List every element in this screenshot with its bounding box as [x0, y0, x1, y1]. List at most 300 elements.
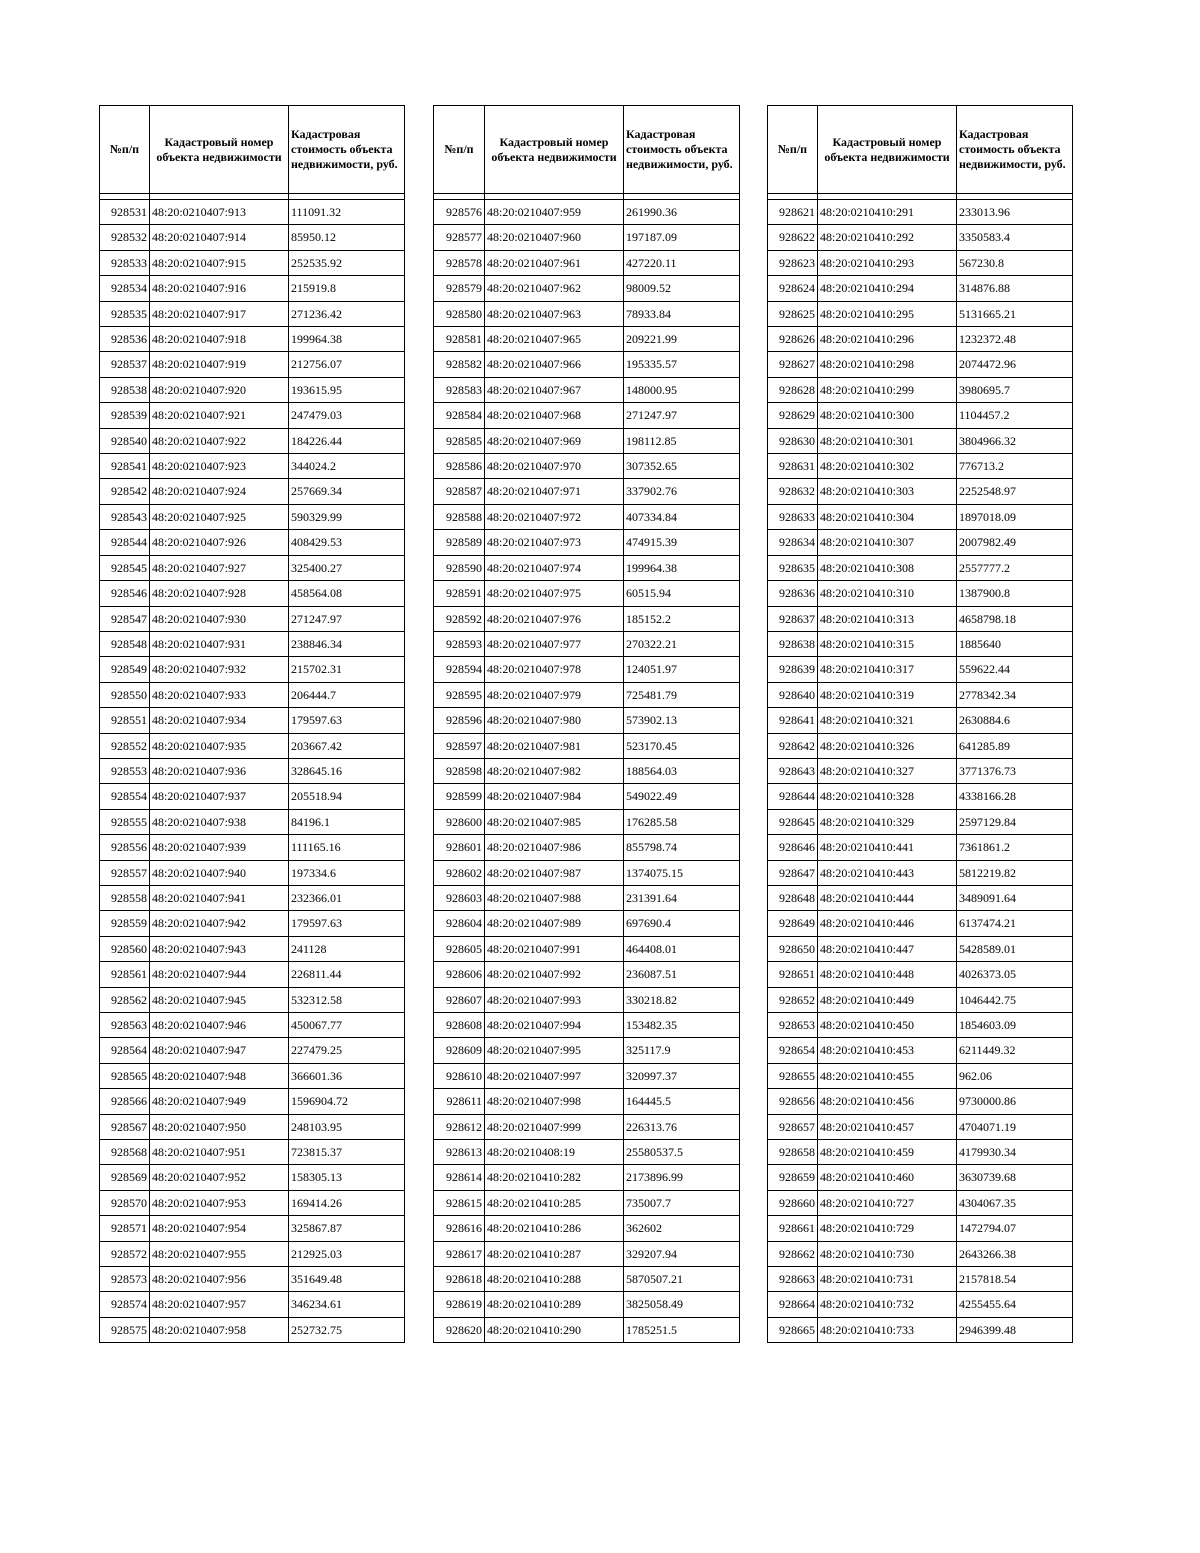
cadastral-number: 48:20:0210407:992 [485, 962, 624, 987]
cadastral-value: 271236.42 [289, 301, 405, 326]
table-row [768, 1241, 1073, 1266]
cadastral-number: 48:20:0210407:972 [485, 504, 624, 529]
row-number: 928563 [100, 1013, 150, 1038]
table-row [434, 1038, 740, 1063]
cadastral-number: 48:20:0210407:994 [485, 1013, 624, 1038]
cadastral-number: 48:20:0210410:289 [485, 1292, 624, 1317]
cadastral-number: 48:20:0210410:307 [818, 530, 957, 555]
table-row [100, 301, 405, 326]
cadastral-number: 48:20:0210407:960 [485, 225, 624, 250]
table-row [434, 454, 740, 479]
cadastral-number: 48:20:0210407:914 [150, 225, 289, 250]
row-number: 928622 [768, 225, 818, 250]
table-row [768, 454, 1073, 479]
cadastral-value: 227479.25 [289, 1038, 405, 1063]
row-number: 928569 [100, 1165, 150, 1190]
row-number: 928663 [768, 1267, 818, 1292]
table-row [100, 225, 405, 250]
row-number: 928547 [100, 606, 150, 631]
cadastral-value: 199964.38 [289, 327, 405, 352]
row-number: 928634 [768, 530, 818, 555]
row-number: 928542 [100, 479, 150, 504]
cadastral-number: 48:20:0210407:935 [150, 733, 289, 758]
cadastral-number: 48:20:0210407:918 [150, 327, 289, 352]
table-row [100, 1292, 405, 1317]
row-number: 928612 [434, 1114, 485, 1139]
table-row [768, 1038, 1073, 1063]
row-number: 928585 [434, 428, 485, 453]
row-number: 928550 [100, 682, 150, 707]
cadastral-value: 1046442.75 [957, 987, 1073, 1012]
cadastral-value: 212756.07 [289, 352, 405, 377]
table-row [100, 1140, 405, 1165]
table-row [434, 479, 740, 504]
cadastral-value: 176285.58 [624, 809, 740, 834]
cadastral-number: 48:20:0210407:944 [150, 962, 289, 987]
table-row [434, 657, 740, 682]
table-row [768, 708, 1073, 733]
row-number: 928653 [768, 1013, 818, 1038]
row-number: 928537 [100, 352, 150, 377]
cadastral-number: 48:20:0210410:292 [818, 225, 957, 250]
cadastral-number: 48:20:0210407:925 [150, 504, 289, 529]
cadastral-value: 271247.97 [289, 606, 405, 631]
cadastral-value: 4026373.05 [957, 962, 1073, 987]
cadastral-number: 48:20:0210410:460 [818, 1165, 957, 1190]
cadastral-value: 164445.5 [624, 1089, 740, 1114]
table-header-row [434, 106, 740, 194]
cadastral-value: 111091.32 [289, 200, 405, 225]
cadastral-number: 48:20:0210410:287 [485, 1241, 624, 1266]
cadastral-value: 2643266.38 [957, 1241, 1073, 1266]
cadastral-value: 330218.82 [624, 987, 740, 1012]
table-row [434, 225, 740, 250]
row-number: 928554 [100, 784, 150, 809]
table-row [434, 606, 740, 631]
cadastral-value: 4338166.28 [957, 784, 1073, 809]
row-number: 928579 [434, 276, 485, 301]
cadastral-value: 205518.94 [289, 784, 405, 809]
cadastral-number: 48:20:0210407:995 [485, 1038, 624, 1063]
table-row [100, 1089, 405, 1114]
cadastral-value: 325400.27 [289, 555, 405, 580]
cadastral-value: 247479.03 [289, 403, 405, 428]
row-number: 928647 [768, 860, 818, 885]
row-number: 928572 [100, 1241, 150, 1266]
header-cadastral-number: Кадастровый номер объекта недвижимости [485, 106, 624, 194]
table-row [100, 657, 405, 682]
row-number: 928595 [434, 682, 485, 707]
table-row [768, 1063, 1073, 1088]
table-row [768, 733, 1073, 758]
table-row [434, 962, 740, 987]
cadastral-number: 48:20:0210410:448 [818, 962, 957, 987]
row-number: 928588 [434, 504, 485, 529]
table-row [100, 1013, 405, 1038]
cadastral-number: 48:20:0210410:315 [818, 631, 957, 656]
row-number: 928630 [768, 428, 818, 453]
cadastral-number: 48:20:0210407:923 [150, 454, 289, 479]
cadastral-value: 362602 [624, 1216, 740, 1241]
cadastral-value: 236087.51 [624, 962, 740, 987]
cadastral-value: 337902.76 [624, 479, 740, 504]
row-number: 928614 [434, 1165, 485, 1190]
row-number: 928568 [100, 1140, 150, 1165]
cadastral-value: 169414.26 [289, 1190, 405, 1215]
cadastral-table-3 [767, 105, 1073, 1343]
cadastral-number: 48:20:0210407:973 [485, 530, 624, 555]
cadastral-table-1 [99, 105, 405, 1343]
cadastral-value: 5428589.01 [957, 936, 1073, 961]
cadastral-number: 48:20:0210407:951 [150, 1140, 289, 1165]
table-row [100, 403, 405, 428]
table-row [768, 377, 1073, 402]
row-number: 928640 [768, 682, 818, 707]
table-row [434, 1140, 740, 1165]
cadastral-number: 48:20:0210410:293 [818, 250, 957, 275]
table-row [434, 631, 740, 656]
header-cadastral-value: Кадастровая стоимость объекта недвижимости, руб. [624, 106, 740, 194]
table-row [434, 733, 740, 758]
row-number: 928658 [768, 1140, 818, 1165]
table-row [100, 1063, 405, 1088]
row-number: 928592 [434, 606, 485, 631]
cadastral-value: 320997.37 [624, 1063, 740, 1088]
table-row [768, 581, 1073, 606]
cadastral-number: 48:20:0210407:948 [150, 1063, 289, 1088]
table-row [768, 758, 1073, 783]
table-row [434, 1292, 740, 1317]
cadastral-value: 197334.6 [289, 860, 405, 885]
table-row [434, 809, 740, 834]
row-number: 928642 [768, 733, 818, 758]
cadastral-value: 4304067.35 [957, 1190, 1073, 1215]
cadastral-value: 314876.88 [957, 276, 1073, 301]
row-number: 928616 [434, 1216, 485, 1241]
table-row [768, 987, 1073, 1012]
row-number: 928594 [434, 657, 485, 682]
cadastral-number: 48:20:0210407:932 [150, 657, 289, 682]
cadastral-number: 48:20:0210407:928 [150, 581, 289, 606]
row-number: 928591 [434, 581, 485, 606]
cadastral-number: 48:20:0210407:969 [485, 428, 624, 453]
table-row [100, 936, 405, 961]
row-number: 928619 [434, 1292, 485, 1317]
table-row [100, 835, 405, 860]
row-number: 928578 [434, 250, 485, 275]
row-number: 928639 [768, 657, 818, 682]
cadastral-number: 48:20:0210407:927 [150, 555, 289, 580]
row-number: 928541 [100, 454, 150, 479]
cadastral-number: 48:20:0210407:937 [150, 784, 289, 809]
cadastral-value: 179597.63 [289, 911, 405, 936]
cadastral-number: 48:20:0210407:926 [150, 530, 289, 555]
cadastral-value: 2173896.99 [624, 1165, 740, 1190]
header-cadastral-number: Кадастровый номер объекта недвижимости [150, 106, 289, 194]
cadastral-value: 329207.94 [624, 1241, 740, 1266]
cadastral-number: 48:20:0210407:991 [485, 936, 624, 961]
cadastral-number: 48:20:0210410:733 [818, 1317, 957, 1342]
table-row [434, 327, 740, 352]
cadastral-value: 203667.42 [289, 733, 405, 758]
cadastral-number: 48:20:0210407:986 [485, 835, 624, 860]
table-row [100, 1267, 405, 1292]
table-row [100, 428, 405, 453]
cadastral-number: 48:20:0210407:936 [150, 758, 289, 783]
cadastral-number: 48:20:0210407:930 [150, 606, 289, 631]
table-row [434, 1165, 740, 1190]
cadastral-value: 532312.58 [289, 987, 405, 1012]
cadastral-value: 3630739.68 [957, 1165, 1073, 1190]
row-number: 928660 [768, 1190, 818, 1215]
table-row [768, 1216, 1073, 1241]
table-row [100, 885, 405, 910]
cadastral-value: 9730000.86 [957, 1089, 1073, 1114]
row-number: 928573 [100, 1267, 150, 1292]
row-number: 928646 [768, 835, 818, 860]
cadastral-number: 48:20:0210410:326 [818, 733, 957, 758]
row-number: 928623 [768, 250, 818, 275]
cadastral-value: 523170.45 [624, 733, 740, 758]
cadastral-value: 5812219.82 [957, 860, 1073, 885]
row-number: 928589 [434, 530, 485, 555]
row-number: 928643 [768, 758, 818, 783]
table-row [768, 784, 1073, 809]
cadastral-value: 2778342.34 [957, 682, 1073, 707]
cadastral-number: 48:20:0210407:922 [150, 428, 289, 453]
table-row [768, 1089, 1073, 1114]
cadastral-value: 206444.7 [289, 682, 405, 707]
row-number: 928531 [100, 200, 150, 225]
cadastral-number: 48:20:0210410:729 [818, 1216, 957, 1241]
cadastral-number: 48:20:0210407:942 [150, 911, 289, 936]
cadastral-value: 2946399.48 [957, 1317, 1073, 1342]
cadastral-number: 48:20:0210407:975 [485, 581, 624, 606]
row-number: 928540 [100, 428, 150, 453]
header-number: №п/п [434, 106, 485, 194]
table-row [100, 784, 405, 809]
table-row [434, 276, 740, 301]
table-row [100, 200, 405, 225]
row-number: 928599 [434, 784, 485, 809]
table-row [100, 682, 405, 707]
cadastral-value: 195335.57 [624, 352, 740, 377]
cadastral-number: 48:20:0210407:978 [485, 657, 624, 682]
table-row [100, 911, 405, 936]
cadastral-value: 735007.7 [624, 1190, 740, 1215]
cadastral-value: 725481.79 [624, 682, 740, 707]
cadastral-value: 641285.89 [957, 733, 1073, 758]
table-row [434, 1114, 740, 1139]
cadastral-value: 1232372.48 [957, 327, 1073, 352]
cadastral-number: 48:20:0210410:321 [818, 708, 957, 733]
table-row [100, 987, 405, 1012]
cadastral-table-2 [433, 105, 740, 1343]
table-row [768, 428, 1073, 453]
table-row [434, 1089, 740, 1114]
table-row [768, 1140, 1073, 1165]
cadastral-number: 48:20:0210407:947 [150, 1038, 289, 1063]
row-number: 928661 [768, 1216, 818, 1241]
row-number: 928538 [100, 377, 150, 402]
cadastral-value: 723815.37 [289, 1140, 405, 1165]
row-number: 928621 [768, 200, 818, 225]
cadastral-number: 48:20:0210407:966 [485, 352, 624, 377]
cadastral-number: 48:20:0210410:313 [818, 606, 957, 631]
cadastral-value: 351649.48 [289, 1267, 405, 1292]
row-number: 928564 [100, 1038, 150, 1063]
header-cadastral-value: Кадастровая стоимость объекта недвижимости, руб. [289, 106, 405, 194]
table-row [100, 1241, 405, 1266]
cadastral-value: 3980695.7 [957, 377, 1073, 402]
cadastral-number: 48:20:0210407:967 [485, 377, 624, 402]
cadastral-value: 6137474.21 [957, 911, 1073, 936]
table-row [434, 758, 740, 783]
row-number: 928574 [100, 1292, 150, 1317]
cadastral-value: 590329.99 [289, 504, 405, 529]
cadastral-value: 25580537.5 [624, 1140, 740, 1165]
table-row [100, 1114, 405, 1139]
row-number: 928613 [434, 1140, 485, 1165]
cadastral-number: 48:20:0210410:301 [818, 428, 957, 453]
table-row [100, 1038, 405, 1063]
cadastral-number: 48:20:0210410:282 [485, 1165, 624, 1190]
cadastral-number: 48:20:0210407:965 [485, 327, 624, 352]
row-number: 928631 [768, 454, 818, 479]
table-row [768, 1114, 1073, 1139]
cadastral-value: 84196.1 [289, 809, 405, 834]
row-number: 928576 [434, 200, 485, 225]
row-number: 928657 [768, 1114, 818, 1139]
table-row [768, 1165, 1073, 1190]
cadastral-value: 226313.76 [624, 1114, 740, 1139]
cadastral-number: 48:20:0210410:459 [818, 1140, 957, 1165]
row-number: 928624 [768, 276, 818, 301]
table-row [768, 885, 1073, 910]
row-number: 928641 [768, 708, 818, 733]
cadastral-number: 48:20:0210407:950 [150, 1114, 289, 1139]
row-number: 928587 [434, 479, 485, 504]
cadastral-value: 3350583.4 [957, 225, 1073, 250]
cadastral-number: 48:20:0210407:980 [485, 708, 624, 733]
cadastral-number: 48:20:0210407:959 [485, 200, 624, 225]
row-number: 928545 [100, 555, 150, 580]
cadastral-number: 48:20:0210410:731 [818, 1267, 957, 1292]
row-number: 928649 [768, 911, 818, 936]
row-number: 928607 [434, 987, 485, 1012]
row-number: 928625 [768, 301, 818, 326]
row-number: 928609 [434, 1038, 485, 1063]
cadastral-number: 48:20:0210410:304 [818, 504, 957, 529]
cadastral-number: 48:20:0210410:295 [818, 301, 957, 326]
cadastral-number: 48:20:0210410:449 [818, 987, 957, 1012]
cadastral-value: 198112.85 [624, 428, 740, 453]
cadastral-value: 232366.01 [289, 885, 405, 910]
cadastral-number: 48:20:0210407:974 [485, 555, 624, 580]
cadastral-number: 48:20:0210407:971 [485, 479, 624, 504]
cadastral-number: 48:20:0210407:985 [485, 809, 624, 834]
cadastral-number: 48:20:0210410:288 [485, 1267, 624, 1292]
cadastral-value: 199964.38 [624, 555, 740, 580]
row-number: 928602 [434, 860, 485, 885]
cadastral-number: 48:20:0210410:319 [818, 682, 957, 707]
cadastral-number: 48:20:0210407:956 [150, 1267, 289, 1292]
table-row [768, 504, 1073, 529]
table-row [768, 962, 1073, 987]
row-number: 928601 [434, 835, 485, 860]
cadastral-value: 111165.16 [289, 835, 405, 860]
cadastral-value: 215702.31 [289, 657, 405, 682]
cadastral-value: 197187.09 [624, 225, 740, 250]
cadastral-number: 48:20:0210410:310 [818, 581, 957, 606]
cadastral-value: 697690.4 [624, 911, 740, 936]
table-row [434, 987, 740, 1012]
table-row [768, 1013, 1073, 1038]
cadastral-value: 1387900.8 [957, 581, 1073, 606]
cadastral-value: 962.06 [957, 1063, 1073, 1088]
row-number: 928559 [100, 911, 150, 936]
cadastral-value: 549022.49 [624, 784, 740, 809]
cadastral-value: 78933.84 [624, 301, 740, 326]
table-row [100, 327, 405, 352]
table-row [434, 555, 740, 580]
table-row [768, 1190, 1073, 1215]
cadastral-value: 257669.34 [289, 479, 405, 504]
row-number: 928593 [434, 631, 485, 656]
row-number: 928603 [434, 885, 485, 910]
cadastral-value: 184226.44 [289, 428, 405, 453]
cadastral-number: 48:20:0210407:981 [485, 733, 624, 758]
cadastral-value: 4255455.64 [957, 1292, 1073, 1317]
cadastral-number: 48:20:0210407:941 [150, 885, 289, 910]
cadastral-number: 48:20:0210410:727 [818, 1190, 957, 1215]
row-number: 928596 [434, 708, 485, 733]
row-number: 928654 [768, 1038, 818, 1063]
cadastral-value: 2252548.97 [957, 479, 1073, 504]
cadastral-value: 252732.75 [289, 1317, 405, 1342]
cadastral-value: 2597129.84 [957, 809, 1073, 834]
row-number: 928534 [100, 276, 150, 301]
cadastral-value: 776713.2 [957, 454, 1073, 479]
table-row [434, 1267, 740, 1292]
cadastral-number: 48:20:0210407:987 [485, 860, 624, 885]
cadastral-value: 85950.12 [289, 225, 405, 250]
cadastral-value: 573902.13 [624, 708, 740, 733]
cadastral-number: 48:20:0210410:441 [818, 835, 957, 860]
table-row [768, 936, 1073, 961]
table-row [434, 682, 740, 707]
cadastral-value: 248103.95 [289, 1114, 405, 1139]
cadastral-value: 193615.95 [289, 377, 405, 402]
table-row [434, 911, 740, 936]
cadastral-value: 179597.63 [289, 708, 405, 733]
table-row [768, 1292, 1073, 1317]
cadastral-value: 148000.95 [624, 377, 740, 402]
cadastral-number: 48:20:0210407:943 [150, 936, 289, 961]
cadastral-number: 48:20:0210410:290 [485, 1317, 624, 1342]
row-number: 928556 [100, 835, 150, 860]
row-number: 928628 [768, 377, 818, 402]
table-row [100, 555, 405, 580]
row-number: 928577 [434, 225, 485, 250]
cadastral-value: 474915.39 [624, 530, 740, 555]
cadastral-value: 2007982.49 [957, 530, 1073, 555]
cadastral-number: 48:20:0210407:970 [485, 454, 624, 479]
cadastral-number: 48:20:0210407:933 [150, 682, 289, 707]
table-row [434, 250, 740, 275]
row-number: 928610 [434, 1063, 485, 1088]
row-number: 928584 [434, 403, 485, 428]
